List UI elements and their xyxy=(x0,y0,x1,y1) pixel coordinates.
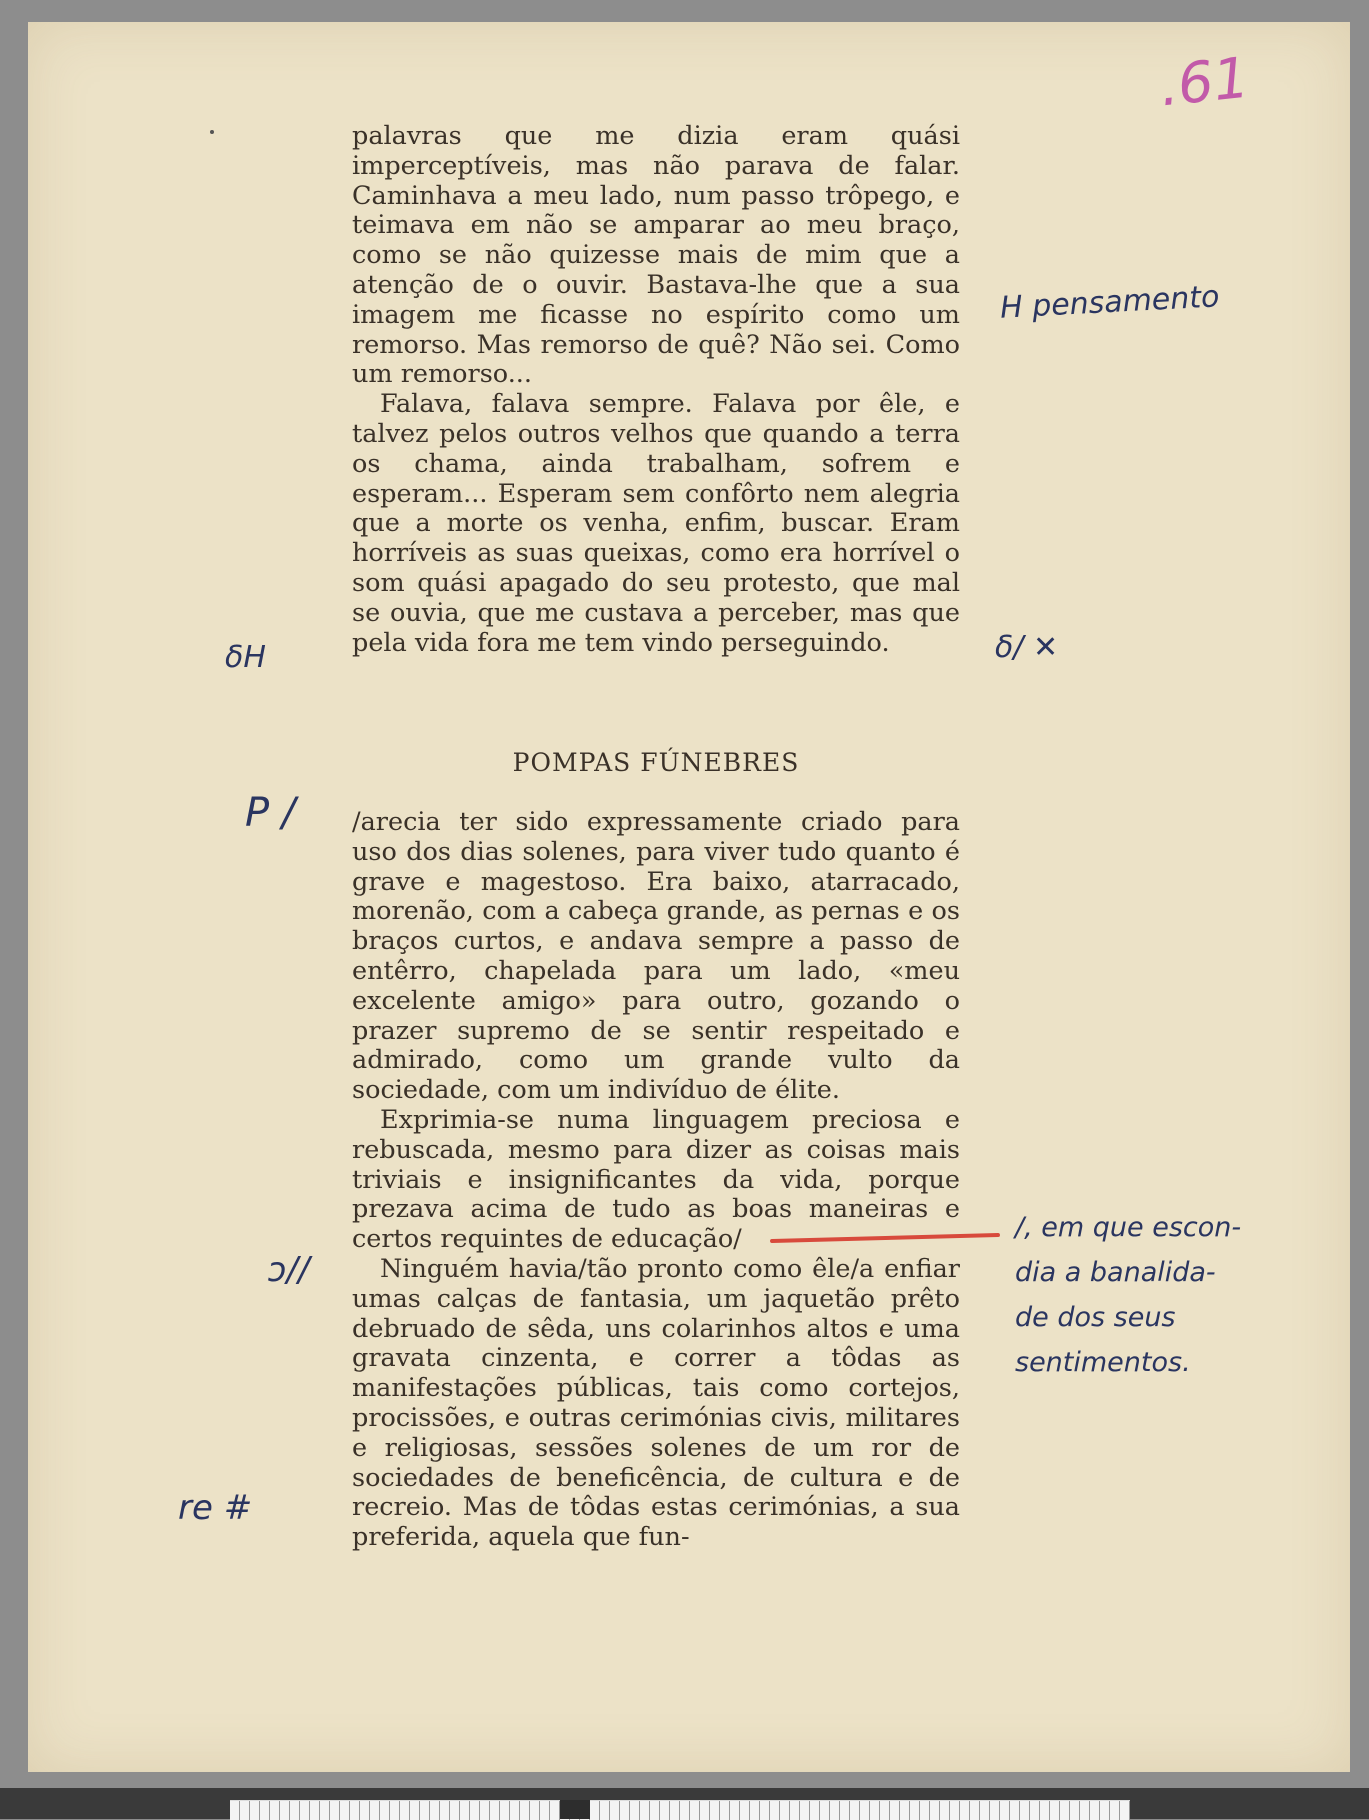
note-line: sentimentos. xyxy=(1015,1347,1191,1378)
annotation-pensamento: H pensamento xyxy=(999,279,1221,326)
note-line: dia a banalida- xyxy=(1015,1257,1216,1288)
paragraph: palavras que me dizia eram quási imperceptíveis, mas não parava de falar. Caminhava a meu lado, num passo trôpego, e teimava em não se amparar ao meu braço, como se não quizesse mais de mim que a atenção de o ouvir. Bastava-lhe que a sua imagem me ficasse no espírito como um remorso. Mas remorso de quê? Não sei. Como um remorso... xyxy=(352,121,960,390)
paragraph: /arecia ter sido expressamente criado para uso dos dias solenes, para viver tudo quanto é grave e magestoso. Era baixo, atarracado, morenão, com a cabeça grande, as pernas e os braços curtos, e andava sempre a passo de entêrro, chapelada para um lado, «meu excelente amigo» para outro, gozando o prazer supremo de se sentir respeitado e admirado, como um grande vulto da sociedade, com um indivíduo de élite. xyxy=(352,807,960,1106)
paragraph: Ninguém havia/tão pronto como êle/a enfiar umas calças de fantasia, um jaquetão prêto debruado de sêda, uns colarinhos altos e uma gravata cinzenta, e correr a tôdas as manifestações públicas, tais como cortejos, procissões, e outras cerimónias civis, militares e religiosas, sessões solenes de um ror de sociedades de beneficência, de cultura e de recreio. Mas de tôdas estas cerimónias, a sua preferida, aquela que fun- xyxy=(352,1253,960,1553)
marginal-insertion-note xyxy=(1015,1205,1345,1385)
ruler-gap xyxy=(560,1800,590,1819)
paper-speck xyxy=(210,130,214,134)
top-text-block xyxy=(352,122,960,658)
annotation-left-ninguem: ↄ// xyxy=(268,1250,310,1290)
annotation-left-re: re # xyxy=(178,1488,253,1528)
paragraph: Exprimia-se numa linguagem preciosa e rebuscada, mesmo para dizer as coisas mais triviais e insignificantes da vida, porque prezava acima de tudo as boas maneiras e certos requintes de educação/ xyxy=(352,1104,960,1255)
annotation-right-mid: δ/ ✕ xyxy=(995,630,1059,665)
note-line: de dos seus xyxy=(1015,1302,1176,1333)
annotation-left-mid: δH xyxy=(225,640,266,675)
page-number-stamp: .61 xyxy=(1156,45,1253,120)
note-line: /, em que escon- xyxy=(1015,1212,1242,1243)
section-heading: POMPAS FÚNEBRES xyxy=(512,748,800,777)
paragraph: Falava, falava sempre. Falava por êle, e talvez pelos outros velhos que quando a terra os chama, ainda trabalham, sofrem e esperam... Esperam sem confôrto nem alegria que a morte os venha, enfim, buscar. Eram horríveis as suas queixas, como era horrível o som quási apagado do seu protesto, que mal se ouvia, que me custava a perceber, mas que pela vida fora me tem vindo perseguindo. xyxy=(352,389,960,658)
scan-ruler xyxy=(230,1800,1130,1820)
annotation-paragraph-mark: P / xyxy=(245,790,296,836)
section-text-block xyxy=(352,808,960,1553)
